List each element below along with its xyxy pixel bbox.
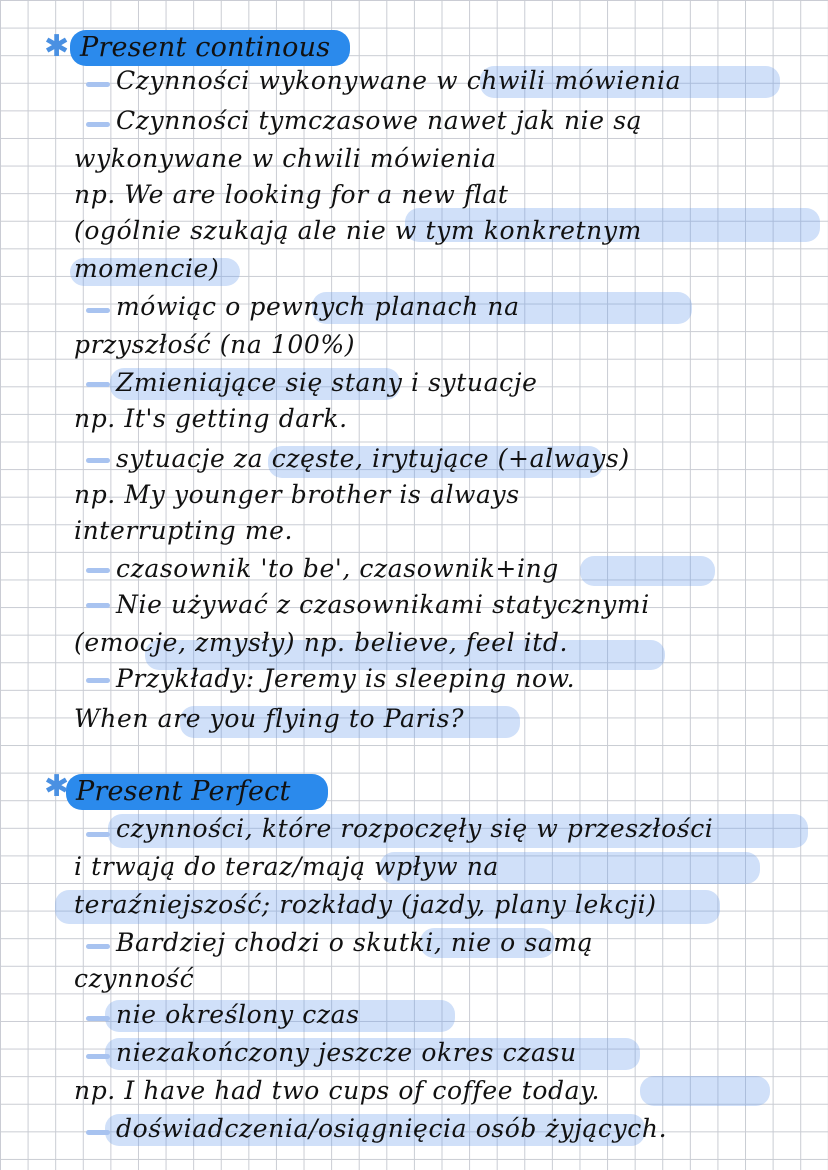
note-line: czasownik 'to be', czasownik+ing bbox=[116, 554, 559, 583]
note-line: Nie używać z czasownikami statycznymi bbox=[116, 590, 650, 619]
bullet-dash bbox=[86, 603, 110, 608]
note-line: np. My younger brother is always bbox=[74, 480, 520, 509]
bullet-dash bbox=[86, 122, 110, 127]
bullet-dash bbox=[86, 1016, 110, 1021]
note-line: (ogólnie szukają ale nie w tym konkretnym bbox=[74, 216, 642, 245]
note-line: i trwają do teraz/mają wpływ na bbox=[74, 852, 499, 881]
section-title-present-continuous: Present continous bbox=[80, 32, 331, 63]
bullet-dash bbox=[86, 1054, 110, 1059]
bullet-dash bbox=[86, 944, 110, 949]
note-line: czynność bbox=[74, 964, 195, 993]
note-line: (emocje, zmysły) np. believe, feel itd. bbox=[74, 628, 569, 657]
bullet-dash bbox=[86, 678, 110, 683]
bullet-dash bbox=[86, 308, 110, 313]
note-line: sytuacje za częste, irytujące (+always) bbox=[116, 444, 630, 473]
note-line: momencie) bbox=[74, 254, 220, 283]
note-line: teraźniejszość; rozkłady (jazdy, plany lekcji) bbox=[74, 890, 657, 919]
highlight-mark bbox=[580, 556, 715, 586]
bullet-dash bbox=[86, 382, 110, 387]
note-line: doświadczenia/osiągnięcia osób żyjących. bbox=[116, 1114, 668, 1143]
bullet-dash bbox=[86, 82, 110, 87]
highlight-mark bbox=[640, 1076, 770, 1106]
note-line: Czynności tymczasowe nawet jak nie są bbox=[116, 106, 643, 135]
note-line: wykonywane w chwili mówienia bbox=[74, 144, 497, 173]
bullet-dash bbox=[86, 832, 110, 837]
bullet-dash bbox=[86, 568, 110, 573]
note-line: Przykłady: Jeremy is sleeping now. bbox=[116, 664, 576, 693]
bullet-dash bbox=[86, 458, 110, 463]
note-line: Bardziej chodzi o skutki, nie o samą bbox=[116, 928, 594, 957]
note-line: przyszłość (na 100%) bbox=[74, 330, 356, 359]
note-line: np. It's getting dark. bbox=[74, 404, 348, 433]
note-line: np. I have had two cups of coffee today. bbox=[74, 1076, 601, 1105]
note-line: interrupting me. bbox=[74, 516, 294, 545]
section-title-present-perfect: Present Perfect bbox=[76, 776, 291, 807]
note-line: niezakończony jeszcze okres czasu bbox=[116, 1038, 577, 1067]
asterisk-icon: ✱ bbox=[44, 769, 70, 804]
note-line: When are you flying to Paris? bbox=[74, 704, 465, 733]
note-line: Czynności wykonywane w chwili mówienia bbox=[116, 66, 682, 95]
asterisk-icon: ✱ bbox=[44, 29, 70, 64]
note-line: czynności, które rozpoczęły się w przeszłości bbox=[116, 814, 714, 843]
note-line: Zmieniające się stany i sytuacje bbox=[116, 368, 538, 397]
note-line: mówiąc o pewnych planach na bbox=[116, 292, 520, 321]
note-line: np. We are looking for a new flat bbox=[74, 180, 509, 209]
note-line: nie określony czas bbox=[116, 1000, 360, 1029]
bullet-dash bbox=[86, 1130, 110, 1135]
